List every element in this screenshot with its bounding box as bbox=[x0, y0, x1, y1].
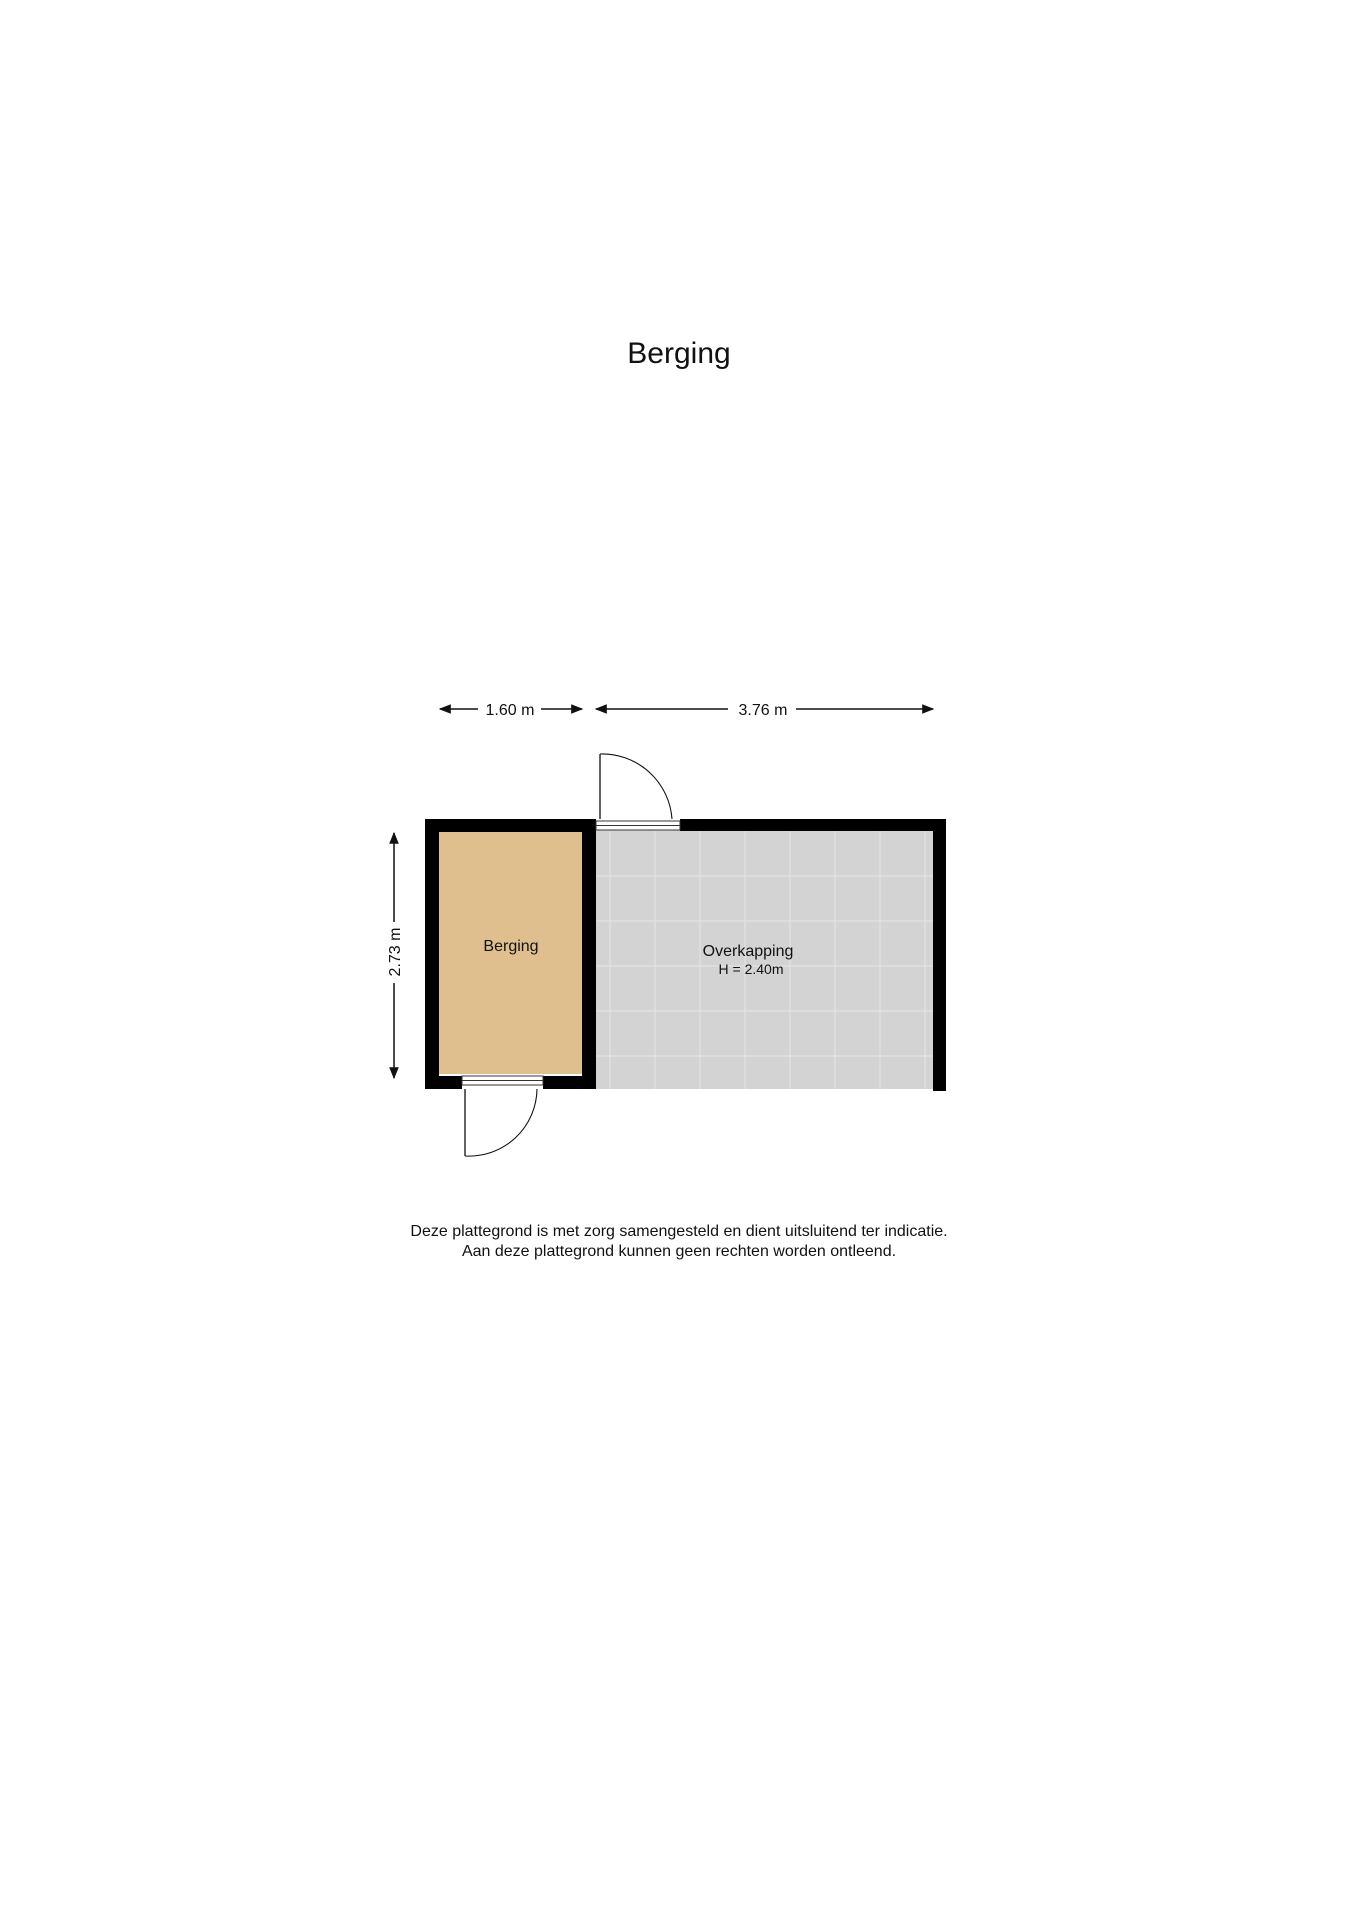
dimension-width-left bbox=[440, 702, 582, 719]
disclaimer bbox=[0, 1222, 1358, 1262]
page-title: Berging bbox=[627, 337, 731, 370]
disclaimer-line-2: Aan deze plattegrond kunnen geen rechten worden ontleend. bbox=[461, 1243, 897, 1260]
disclaimer-line-1: Deze plattegrond is met zorg samengesteld en dient uitsluitend ter indicatie. bbox=[410, 1223, 948, 1240]
room-label-berging: Berging bbox=[483, 938, 539, 955]
door-berging bbox=[462, 1076, 543, 1156]
dimension-width-right bbox=[596, 702, 933, 719]
dimension-height bbox=[387, 833, 404, 1078]
room-height-overkapping: H = 2.40m bbox=[718, 961, 784, 977]
room-label-overkapping: Overkapping bbox=[702, 943, 794, 960]
dimension-width-left-label: 1.60 m bbox=[485, 702, 535, 719]
door-overkapping bbox=[596, 754, 680, 830]
dimension-width-right-label: 3.76 m bbox=[738, 702, 788, 719]
dimension-height-label: 2.73 m bbox=[387, 927, 404, 977]
